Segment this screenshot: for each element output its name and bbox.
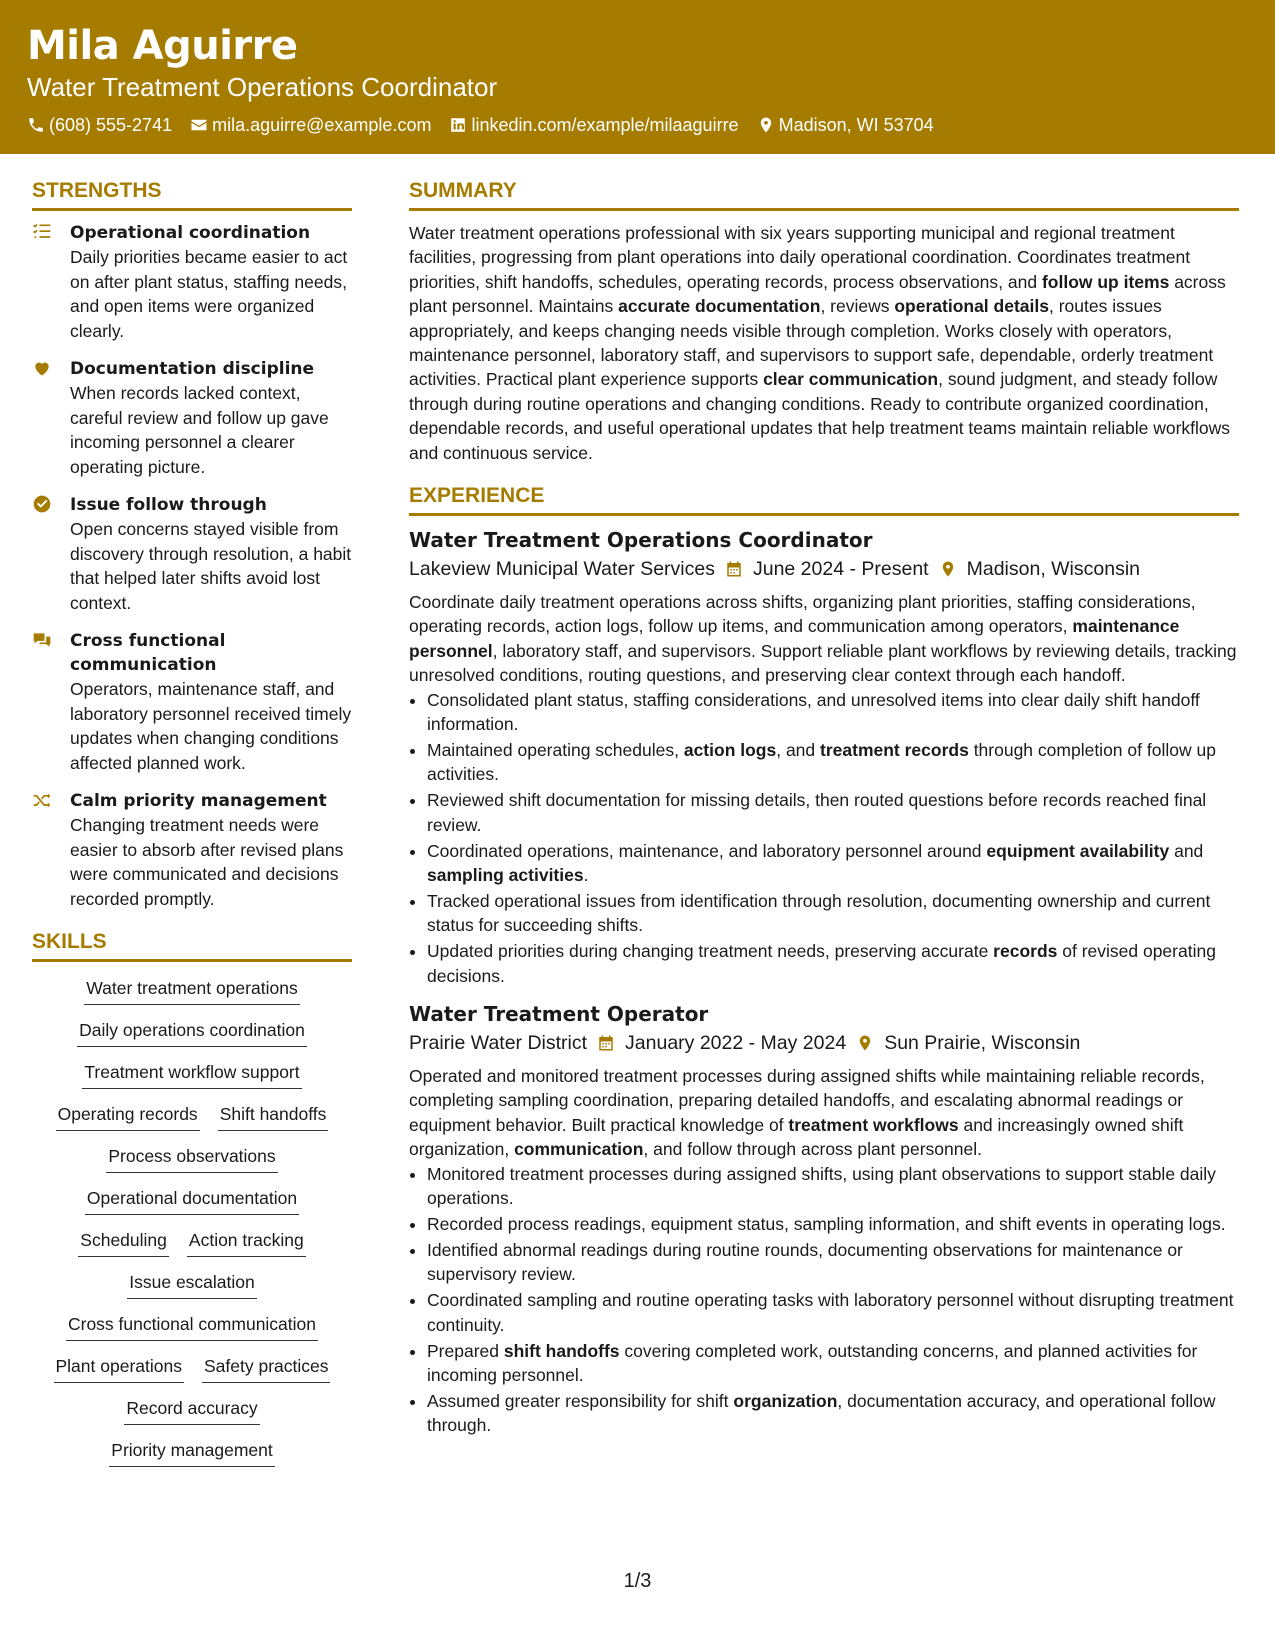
skills-list [32, 976, 352, 1480]
text-segment: Coordinate daily treatment operations across shifts, organizing plant priorities, staffing considerations, operating records, action logs, follow up items, and communication among operators, [409, 592, 1196, 637]
job-bullet [427, 1162, 1239, 1211]
text-segment: of revised operating decisions. [427, 941, 1216, 986]
strength-icon-wrap [32, 630, 54, 652]
job-company: Lakeview Municipal Water Services [409, 558, 715, 581]
emphasized-text: treatment records [820, 740, 969, 760]
summary-text [409, 221, 1239, 465]
strength-body [70, 789, 352, 911]
job-entry [409, 526, 1239, 988]
skills-heading: SKILLS [32, 929, 352, 962]
skill-tag: Water treatment operations [84, 976, 299, 1005]
emphasized-text: organization [733, 1390, 838, 1411]
contact-phone[interactable] [27, 114, 172, 136]
skill-tag: Process observations [106, 1144, 277, 1173]
text-segment: , routes issues appropriately, and keeps changing needs visible through completion. Works closely with operators, maintenance personnel, laboratory staff, and supervisors to support safe, dependable, orderly treatment activities. Practical plant experience supports [409, 296, 1214, 390]
job-meta [409, 1028, 1239, 1058]
text-segment: Coordinated sampling and routine operating tasks with laboratory personnel without disrupting treatment continuity. [427, 1290, 1234, 1335]
text-segment: Prepared [427, 1340, 504, 1361]
job-location: Sun Prairie, Wisconsin [884, 1032, 1081, 1055]
strength-title: Calm priority management [70, 791, 327, 811]
emphasized-text: maintenance personnel [409, 616, 1180, 661]
skill-tag: Treatment workflow support [82, 1060, 301, 1089]
strength-description: Open concerns stayed visible from discovery through resolution, a habit that helped later shifts avoid lost context. [70, 519, 352, 613]
contact-email[interactable] [190, 114, 431, 136]
text-segment: across plant personnel. Maintains [409, 271, 1226, 317]
map-pin-icon [939, 560, 957, 578]
job-company: Prairie Water District [409, 1032, 588, 1055]
job-description [409, 1064, 1239, 1162]
skill-row [75, 976, 308, 1005]
job-description [409, 590, 1239, 688]
heart-icon [32, 358, 52, 378]
skill-row [68, 1018, 316, 1047]
strength-description: Operators, maintenance staff, and laboratory personnel received timely updates when changing conditions affected planned work. [70, 679, 352, 773]
skill-tag: Scheduling [78, 1228, 169, 1257]
resume-body [0, 154, 1275, 1480]
emphasized-text: accurate documentation [618, 296, 821, 317]
job-bullet [427, 1238, 1239, 1287]
skill-row [118, 1270, 266, 1299]
skill-row [45, 1354, 340, 1383]
text-segment: covering completed work, outstanding concerns, and planned activities for incoming personnel. [427, 1340, 1198, 1385]
skill-tag: Issue escalation [127, 1270, 257, 1299]
skill-row [47, 1102, 338, 1131]
skill-row [97, 1144, 286, 1173]
strength-icon-wrap [32, 790, 54, 812]
strength-description: Daily priorities became easier to act on after plant status, staffing needs, and open items were organized clearly. [70, 247, 348, 341]
emphasized-text: treatment workflows [788, 1114, 959, 1135]
emphasized-text: follow up items [1041, 271, 1170, 292]
text-segment: through completion of follow up activities. [427, 740, 1216, 785]
list-check-icon [32, 222, 52, 242]
location-text: Madison, WI 53704 [778, 115, 934, 135]
strength-item [32, 493, 352, 615]
resume-header [0, 0, 1275, 154]
text-segment: and [1169, 840, 1204, 861]
strength-title: Cross functional communication [70, 631, 226, 675]
text-segment: Consolidated plant status, staffing considerations, and unresolved items into clear daily shift handoff information. [427, 689, 1200, 735]
skill-row [115, 1396, 268, 1425]
skill-tag: Safety practices [202, 1354, 331, 1383]
text-segment: Maintained operating schedules, [427, 740, 684, 760]
text-segment: Operated and monitored treatment processes during assigned shifts while maintaining reliable records, completing sampling coordination, preparing detailed handoffs, and escalating abnormal readings or equipment behavior. Built practical knowledge of [409, 1066, 1205, 1135]
experience-heading: EXPERIENCE [409, 483, 1239, 516]
strength-item [32, 789, 352, 911]
text-segment: Tracked operational issues from identification through resolution, documenting ownership and current status for succeeding shifts. [427, 890, 1211, 936]
text-segment: , laboratory staff, and supervisors. Support reliable plant workflows by reviewing details, tracking unresolved conditions, routing questions, and preserving clear context through each handoff. [409, 640, 1237, 686]
skill-tag: Daily operations coordination [77, 1018, 307, 1047]
text-segment: , sound judgment, and steady follow through during routine operations and changing conditions. Ready to contribute organized coordination, dependable records, and useful operational updates that help treatment teams maintain reliable workflows and continuous service. [409, 369, 1231, 463]
strength-body [70, 357, 352, 479]
experience-list [409, 526, 1239, 1438]
strength-description: Changing treatment needs were easier to absorb after revised plans were communicated and decisions recorded promptly. [70, 815, 344, 909]
summary-heading: SUMMARY [409, 178, 1239, 211]
emphasized-text: equipment availability [986, 840, 1170, 861]
emphasized-text: operational details [894, 296, 1049, 317]
text-segment: Recorded process readings, equipment status, sampling information, and shift events in operating logs. [427, 1214, 1226, 1234]
emphasized-text: records [993, 941, 1058, 962]
strength-icon-wrap [32, 358, 54, 380]
job-entry [409, 1000, 1239, 1438]
text-segment: Monitored treatment processes during assigned shifts, using plant observations to support stable daily operations. [427, 1163, 1216, 1209]
right-column [409, 154, 1239, 1480]
emphasized-text: communication [514, 1139, 644, 1160]
job-dates: January 2022 - May 2024 [625, 1032, 847, 1055]
job-bullet [427, 1288, 1239, 1337]
candidate-name: Mila Aguirre [27, 23, 298, 69]
skill-tag: Record accuracy [124, 1396, 259, 1425]
strength-body [70, 493, 352, 615]
skill-tag: Shift handoffs [218, 1102, 329, 1131]
job-dates: June 2024 - Present [752, 558, 929, 581]
strengths-heading: STRENGTHS [32, 178, 352, 211]
job-bullets [409, 688, 1239, 988]
text-segment: and increasingly owned shift organization, [409, 1114, 1184, 1160]
skill-tag: Plant operations [54, 1354, 184, 1383]
email-text: mila.aguirre@example.com [212, 115, 432, 135]
phone-icon [27, 116, 45, 134]
text-segment: . [583, 865, 589, 886]
shuffle-icon [32, 790, 52, 810]
skill-tag: Cross functional communication [66, 1312, 318, 1341]
job-bullet [427, 688, 1239, 737]
job-title: Water Treatment Operations Coordinator [409, 528, 873, 553]
strength-item [32, 357, 352, 479]
contact-bar [27, 114, 1248, 136]
text-segment: Assumed greater responsibility for shift [427, 1390, 734, 1411]
phone-text: (608) 555-2741 [49, 115, 173, 135]
strength-icon-wrap [32, 222, 54, 244]
text-segment: , and follow through across plant personnel. [643, 1139, 982, 1160]
text-segment: Identified abnormal readings during routine rounds, documenting observations for maintenance or supervisory review. [427, 1239, 1183, 1285]
text-segment: Coordinated operations, maintenance, and laboratory personnel around [427, 840, 987, 861]
skill-tag: Operational documentation [85, 1186, 299, 1215]
candidate-title: Water Treatment Operations Coordinator [27, 72, 498, 102]
job-bullet [427, 1339, 1239, 1388]
text-segment: , and [776, 740, 821, 760]
map-pin-icon [856, 1034, 874, 1052]
text-segment: Water treatment operations professional with six years supporting municipal and regional treatment facilities, progressing from plant operations into daily operational coordination. Coordinates treatment priorities, shift handoffs, schedules, operating records, process observations, and [409, 223, 1191, 292]
emphasized-text: sampling activities [427, 865, 584, 886]
check-circle-icon [32, 494, 52, 514]
calendar-icon [725, 560, 743, 578]
envelope-icon [190, 116, 208, 134]
map-pin-icon [757, 116, 775, 134]
job-bullet [427, 738, 1239, 787]
strength-body [70, 629, 352, 775]
skill-row [57, 1312, 327, 1341]
text-segment: , documentation accuracy, and operational follow through. [427, 1390, 1216, 1436]
emphasized-text: action logs [683, 740, 777, 760]
linkedin-icon [449, 116, 467, 134]
strength-title: Operational coordination [70, 223, 311, 243]
contact-location [757, 114, 934, 136]
job-title: Water Treatment Operator [409, 1002, 709, 1027]
strength-title: Documentation discipline [70, 359, 315, 379]
skill-row [76, 1186, 308, 1215]
strength-description: When records lacked context, careful review and follow up gave incoming personnel a clearer operating picture. [70, 383, 329, 477]
emphasized-text: shift handoffs [503, 1340, 620, 1361]
job-bullet [427, 839, 1239, 888]
skill-tag: Priority management [109, 1438, 274, 1467]
text-segment: Reviewed shift documentation for missing details, then routed questions before records reached final review. [427, 790, 1207, 835]
comments-icon [32, 630, 52, 650]
skill-row [73, 1060, 310, 1089]
strength-item [32, 221, 352, 343]
strength-title: Issue follow through [70, 495, 267, 515]
text-segment: Updated priorities during changing treatment needs, preserving accurate [427, 941, 994, 962]
text-segment: , reviews [820, 296, 895, 317]
strength-icon-wrap [32, 494, 54, 516]
job-bullet [427, 1389, 1239, 1438]
emphasized-text: clear communication [763, 369, 939, 390]
skill-tag: Operating records [56, 1102, 200, 1131]
job-location: Madison, Wisconsin [966, 558, 1141, 581]
strengths-list [32, 221, 352, 911]
job-bullets [409, 1162, 1239, 1438]
calendar-icon [597, 1034, 615, 1052]
contact-linkedin[interactable] [449, 114, 738, 136]
left-column [32, 154, 352, 1480]
skill-tag: Action tracking [187, 1228, 306, 1257]
job-meta [409, 554, 1239, 584]
job-bullet [427, 939, 1239, 988]
job-bullet [427, 788, 1239, 837]
skill-row [69, 1228, 314, 1257]
page-number: 1/3 [623, 1570, 652, 1592]
job-bullet [427, 1212, 1239, 1236]
skill-row [100, 1438, 283, 1467]
strength-item [32, 629, 352, 775]
job-bullet [427, 889, 1239, 938]
strength-body [70, 221, 352, 343]
linkedin-text: linkedin.com/example/milaaguirre [471, 115, 739, 135]
